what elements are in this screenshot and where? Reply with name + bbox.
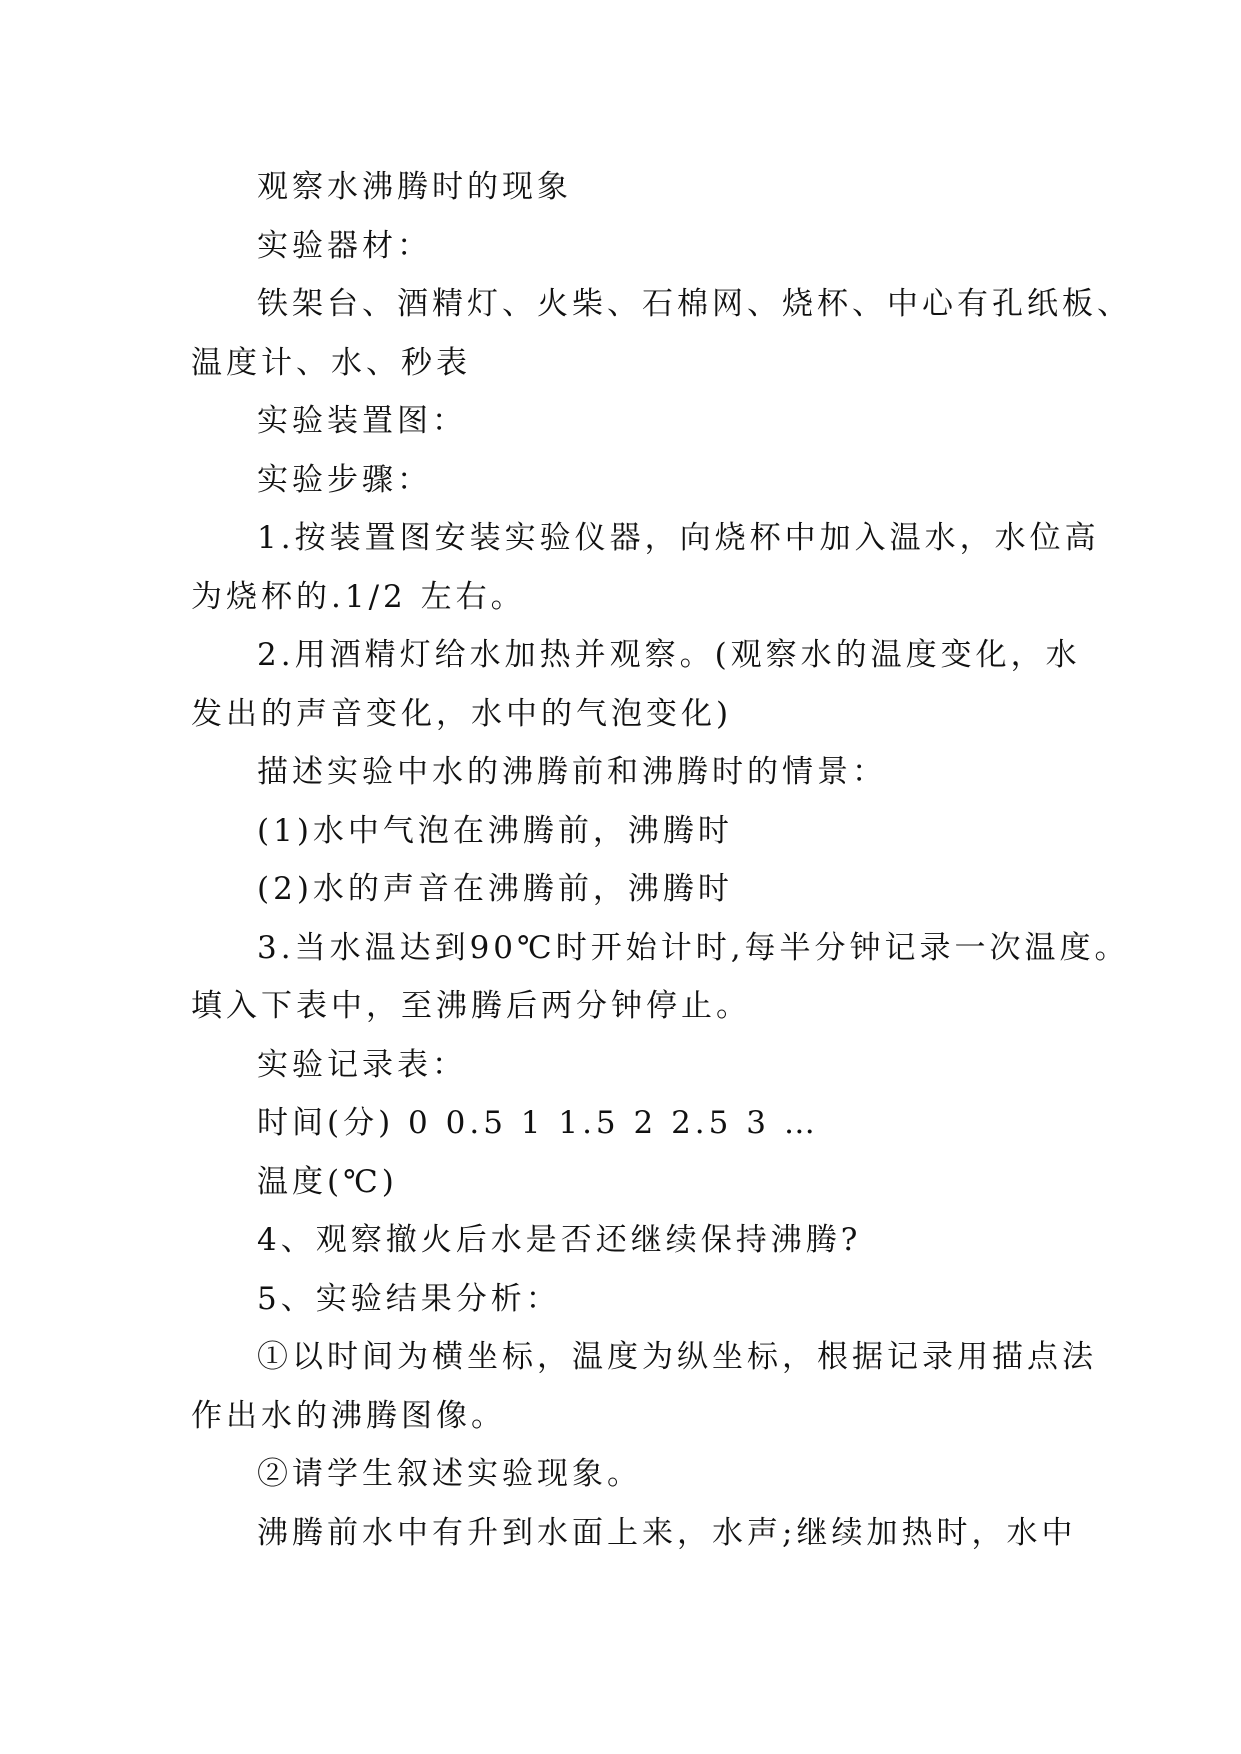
record-temperature-row: 温度(℃): [257, 1163, 398, 1200]
last-line: 沸腾前水中有升到水面上来，水声;继续加热时，水中: [257, 1514, 1077, 1551]
steps-heading: 实验步骤：: [257, 461, 432, 498]
step-3-line-1: 3.当水温达到90℃时开始计时,每半分钟记录一次温度。: [257, 929, 1130, 966]
analysis-1-line-2: 作出水的沸腾图像。: [191, 1397, 506, 1434]
describe-item-1: (1)水中气泡在沸腾前，沸腾时: [257, 812, 733, 849]
step-1-line-2: 为烧杯的.1/2 左右。: [191, 578, 526, 615]
step-4: 4、观察撤火后水是否还继续保持沸腾?: [257, 1222, 862, 1258]
materials-heading: 实验器材：: [257, 227, 432, 264]
materials-text-line-2: 温度计、水、秒表: [191, 344, 471, 381]
record-time-row: 时间(分) 0 0.5 1 1.5 2 2.5 3 …: [257, 1105, 819, 1141]
step-2-line-1: 2.用酒精灯给水加热并观察。(观察水的温度变化，水: [257, 637, 1081, 673]
step-1-line-1: 1.按装置图安装实验仪器，向烧杯中加入温水，水位高: [257, 520, 1100, 556]
materials-text-line-1: 铁架台、酒精灯、火柴、石棉网、烧杯、中心有孔纸板、: [257, 286, 1132, 322]
step-5: 5、实验结果分析：: [257, 1280, 561, 1317]
document-body: [191, 158, 1132, 1562]
diagram-heading: 实验装置图：: [257, 403, 467, 439]
describe-heading: 描述实验中水的沸腾前和沸腾时的情景：: [257, 754, 887, 790]
document-title: 观察水沸腾时的现象: [257, 169, 572, 205]
analysis-1-line-1: ①以时间为横坐标，温度为纵坐标，根据记录用描点法: [257, 1339, 1097, 1375]
step-2-line-2: 发出的声音变化，水中的气泡变化): [191, 695, 733, 732]
describe-item-2: (2)水的声音在沸腾前，沸腾时: [257, 871, 733, 907]
step-3-line-2: 填入下表中，至沸腾后两分钟停止。: [191, 988, 751, 1024]
record-table-heading: 实验记录表：: [257, 1046, 467, 1083]
analysis-2: ②请学生叙述实验现象。: [257, 1456, 642, 1492]
